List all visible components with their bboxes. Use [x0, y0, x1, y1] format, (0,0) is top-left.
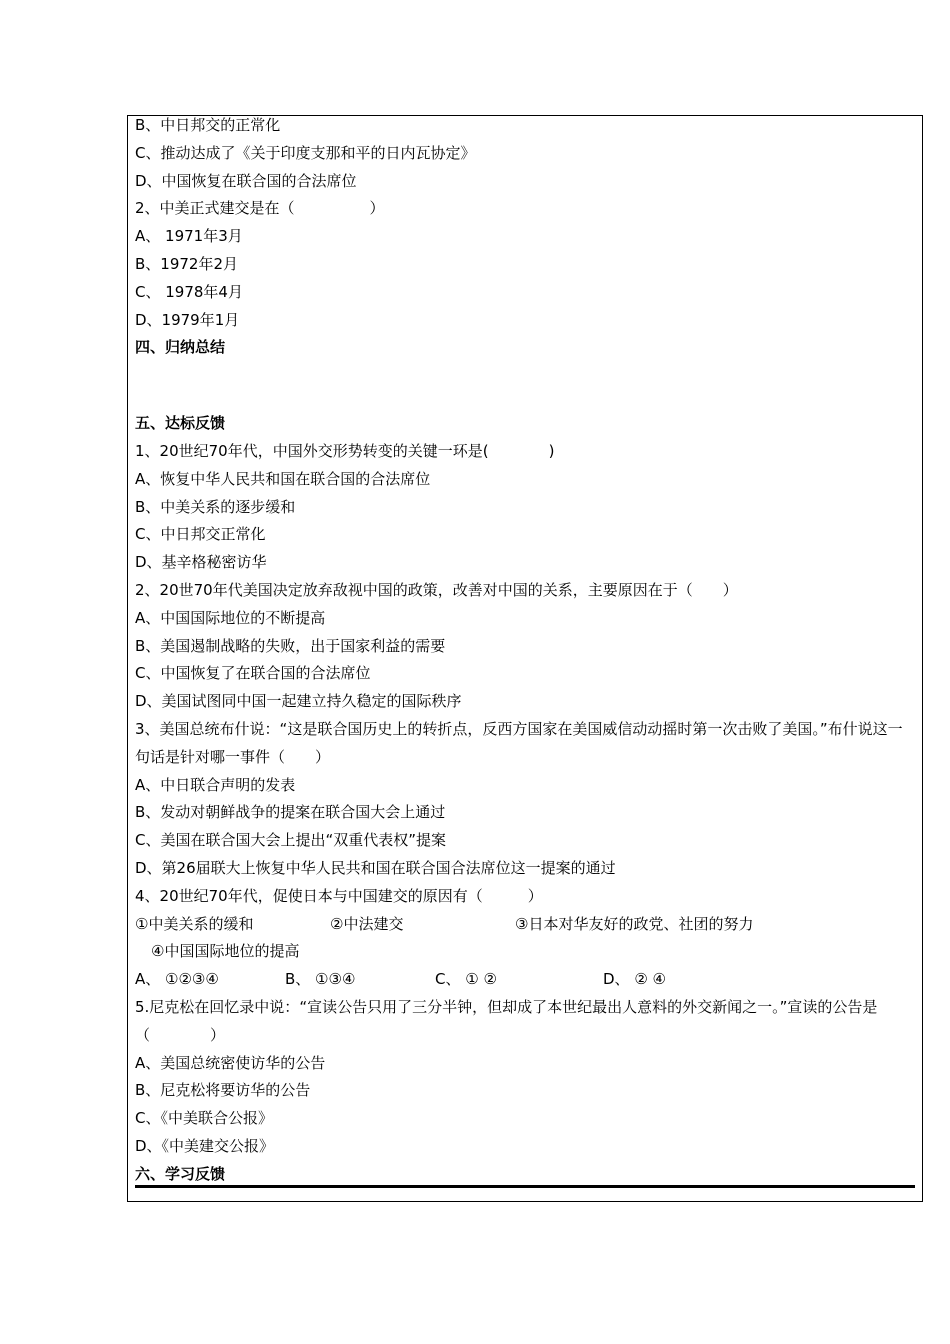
- question-stem: 2、20世70年代美国决定放弃敌视中国的政策，改善对中国的关系，主要原因在于（ ）: [135, 580, 738, 599]
- option-line: A、美国总统密使访华的公告: [135, 1053, 326, 1072]
- reason-item: ④中国国际地位的提高: [151, 942, 300, 961]
- option-line: B、尼克松将要访华的公告: [135, 1081, 311, 1100]
- section-heading-summary: 四、归纳总结: [135, 338, 226, 357]
- reason-item: ②中法建交: [330, 914, 404, 933]
- option-line: D、1979年1月: [135, 310, 240, 329]
- summary-blank-space: [135, 362, 917, 410]
- answer-choice: A、 ①②③④: [135, 970, 219, 989]
- option-line: C、《中美联合公报》: [135, 1109, 273, 1128]
- question-stem: 3、美国总统布什说：“这是联合国历史上的转折点，反西方国家在美国威信动动摇时第一次击败了美国。”布什说这一句话是针对哪一事件（ ）: [135, 719, 903, 766]
- option-line: C、中国恢复了在联合国的合法席位: [135, 664, 371, 683]
- question-2: [135, 577, 917, 716]
- option-line: D、美国试图同中国一起建立持久稳定的国际秩序: [135, 692, 462, 711]
- reason-item: ③日本对华友好的政党、社团的努力: [515, 914, 754, 933]
- option-line: B、中美关系的逐步缓和: [135, 497, 296, 516]
- question-stem: 4、20世纪70年代，促使日本与中国建交的原因有（ ）: [135, 886, 543, 905]
- option-line: A、中日联合声明的发表: [135, 775, 296, 794]
- option-line: B、1972年2月: [135, 254, 239, 273]
- option-line: B、发动对朝鲜战争的提案在联合国大会上通过: [135, 803, 446, 822]
- worksheet-content: [135, 112, 917, 1188]
- option-line: C、美国在联合国大会上提出“双重代表权”提案: [135, 831, 447, 850]
- question-stem: 2、中美正式建交是在（ ）: [135, 199, 385, 218]
- answer-choice: C、 ① ②: [435, 970, 497, 989]
- question-5: [135, 994, 917, 1161]
- question-3: [135, 716, 917, 883]
- option-line: D、中国恢复在联合国的合法席位: [135, 171, 357, 190]
- reason-item: ①中美关系的缓和: [135, 914, 254, 933]
- previous-question-options: [135, 112, 917, 334]
- question-4: [135, 883, 917, 994]
- option-line: D、基辛格秘密访华: [135, 553, 267, 572]
- option-line: A、 1971年3月: [135, 227, 243, 246]
- option-line: C、中日邦交正常化: [135, 525, 266, 544]
- section-heading-feedback: 五、达标反馈: [135, 414, 226, 433]
- question-stem: 5.尼克松在回忆录中说：“宣读公告只用了三分半钟，但却成了本世纪最出人意料的外交新闻之一。”宣读的公告是（ ）: [135, 997, 878, 1044]
- option-line: D、《中美建交公报》: [135, 1136, 275, 1155]
- reason-items-row: [135, 911, 917, 939]
- answer-choice: B、 ①③④: [285, 970, 356, 989]
- question-1: [135, 438, 917, 577]
- option-line: C、推动达成了《关于印度支那和平的日内瓦协定》: [135, 143, 476, 162]
- option-line: B、中日邦交的正常化: [135, 116, 281, 134]
- section-heading-study-feedback: 六、学习反馈: [135, 1164, 226, 1183]
- option-line: B、美国遏制战略的失败，出于国家利益的需要: [135, 636, 446, 655]
- answer-choice: D、 ② ④: [603, 970, 666, 989]
- question-stem: 1、20世纪70年代，中国外交形势转变的关键一环是( ): [135, 441, 555, 460]
- option-line: C、 1978年4月: [135, 282, 243, 301]
- option-line: D、第26届联大上恢复中华人民共和国在联合国合法席位这一提案的通过: [135, 858, 616, 877]
- option-line: A、恢复中华人民共和国在联合国的合法席位: [135, 469, 431, 488]
- answer-choices-row: [135, 966, 917, 994]
- section-divider: [135, 1185, 915, 1188]
- option-line: A、中国国际地位的不断提高: [135, 608, 326, 627]
